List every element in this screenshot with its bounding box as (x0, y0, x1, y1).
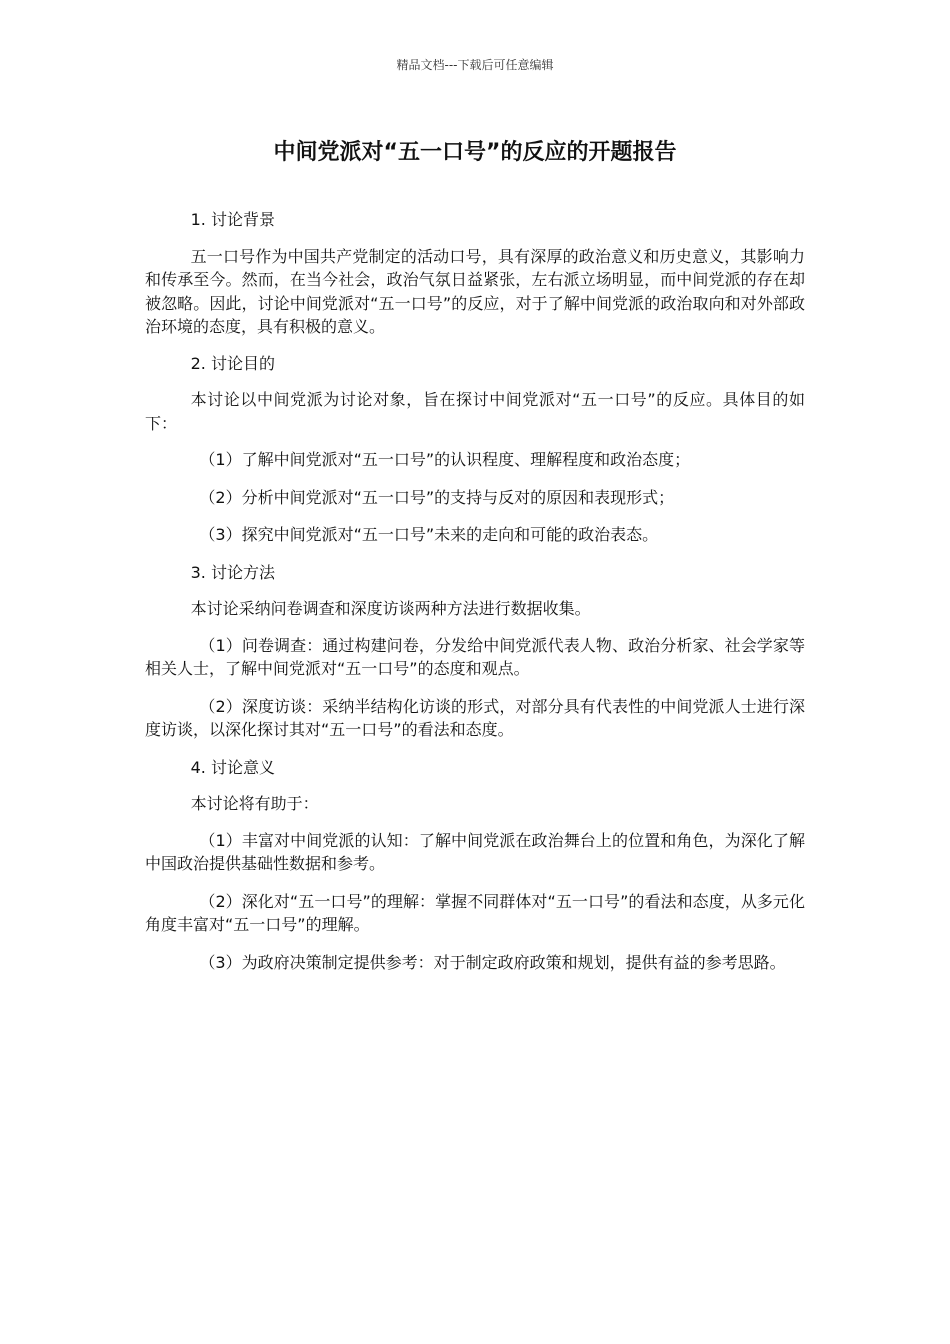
section-4-item-2: （2）深化对“五一口号”的理解：掌握不同群体对“五一口号”的看法和态度，从多元化角度丰富对“五一口号”的理解。 (145, 891, 805, 934)
section-4-heading: 4. 讨论意义 (190, 757, 275, 777)
section-1-paragraph: 五一口号作为中国共产党制定的活动口号，具有深厚的政治意义和历史意义，其影响力和传承至今。然而，在当今社会，政治气氛日益紧张，左右派立场明显，而中间党派的存在却被忽略。因此，讨论中间党派对“五一口号”的反应，对于了解中间党派的政治取向和对外部政治环境的态度，具有积极的意义。 (145, 246, 805, 336)
section-3-item-2: （2）深度访谈：采纳半结构化访谈的形式，对部分具有代表性的中间党派人士进行深度访谈，以深化探讨其对“五一口号”的看法和态度。 (145, 696, 805, 739)
document-body (145, 208, 805, 988)
section-2-item-3: （3）探究中间党派对“五一口号”未来的走向和可能的政治表态。 (199, 525, 659, 544)
section-2-intro: 本讨论以中间党派为讨论对象，旨在探讨中间党派对“五一口号”的反应。具体目的如下： (145, 390, 805, 433)
section-1-heading: 1. 讨论背景 (190, 210, 275, 229)
document-title: 中间党派对“五一口号”的反应的开题报告 (273, 140, 677, 165)
section-2-item-1: （1）了解中间党派对“五一口号”的认识程度、理解程度和政治态度； (199, 450, 691, 469)
section-3-item-1: （1）问卷调查：通过构建问卷，分发给中间党派代表人物、政治分析家、社会学家等相关人士，了解中间党派对“五一口号”的态度和观点。 (145, 635, 805, 678)
page-header: 精品文档---下载后可任意编辑 (396, 58, 554, 72)
section-4-item-3: （3）为政府决策制定提供参考：对于制定政府政策和规划，提供有益的参考思路。 (199, 952, 786, 972)
section-2-heading: 2. 讨论目的 (190, 353, 275, 373)
section-3-intro: 本讨论采纳问卷调查和深度访谈两种方法进行数据收集。 (190, 599, 591, 618)
section-4-intro: 本讨论将有助于： (190, 794, 319, 813)
section-3-heading: 3. 讨论方法 (190, 562, 275, 582)
section-4-item-1: （1）丰富对中间党派的认知：了解中间党派在政治舞台上的位置和角色，为深化了解中国政治提供基础性数据和参考。 (145, 830, 805, 873)
section-2-item-2: （2）分析中间党派对“五一口号”的支持与反对的原因和表现形式； (199, 487, 675, 507)
